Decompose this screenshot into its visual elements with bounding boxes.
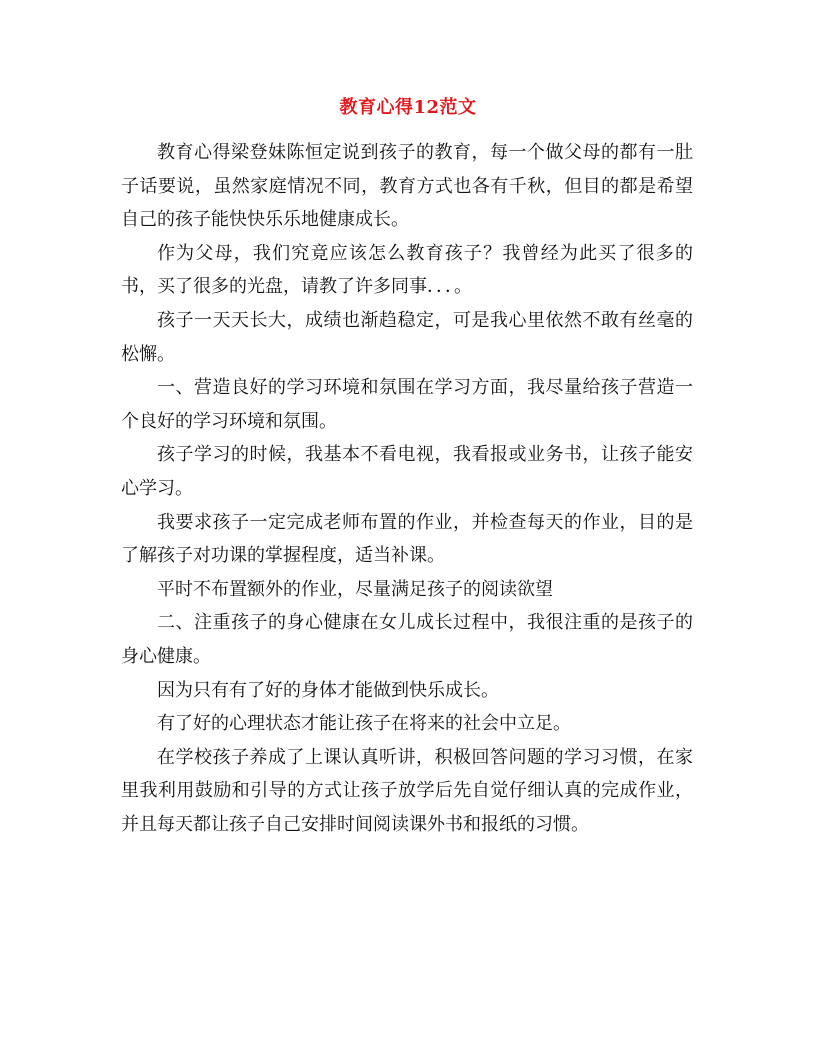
paragraph-8: 二、注重孩子的身心健康在女儿成长过程中，我很注重的是孩子的身心健康。 bbox=[121, 612, 693, 667]
paragraph-5: 孩子学习的时候，我基本不看电视，我看报或业务书，让孩子能安心学习。 bbox=[121, 444, 693, 499]
document-body bbox=[121, 136, 693, 841]
paragraph-7: 平时不布置额外的作业，尽量满足孩子的阅读欲望 bbox=[157, 578, 553, 600]
paragraph-11: 在学校孩子养成了上课认真听讲，积极回答问题的学习习惯，在家里我利用鼓励和引导的方式让孩子放学后先自觉仔细认真的完成作业，并且每天都让孩子自己安排时间阅读课外书和报纸的习惯。 bbox=[121, 746, 693, 835]
paragraph-2: 作为父母，我们究竟应该怎么教育孩子？我曾经为此买了很多的书，买了很多的光盘，请教了许多同事．．．。 bbox=[121, 242, 693, 298]
document-title: 教育心得12范文 bbox=[339, 97, 477, 118]
paragraph-6: 我要求孩子一定完成老师布置的作业，并检查每天的作业，目的是了解孩子对功课的掌握程度，适当补课。 bbox=[121, 511, 693, 567]
paragraph-3: 孩子一天天长大，成绩也渐趋稳定，可是我心里依然不敢有丝毫的松懈。 bbox=[121, 309, 693, 365]
paragraph-4: 一、营造良好的学习环境和氛围在学习方面，我尽量给孩子营造一个良好的学习环境和氛围。 bbox=[121, 377, 693, 432]
paragraph-1: 教育心得梁登妹陈恒定说到孩子的教育，每一个做父母的都有一肚子话要说，虽然家庭情况不同，教育方式也各有千秋，但目的都是希望自己的孩子能快快乐乐地健康成长。 bbox=[121, 142, 693, 231]
paragraph-10: 有了好的心理状态才能让孩子在将来的社会中立足。 bbox=[157, 713, 571, 735]
paragraph-9: 因为只有有了好的身体才能做到快乐成长。 bbox=[157, 679, 499, 701]
